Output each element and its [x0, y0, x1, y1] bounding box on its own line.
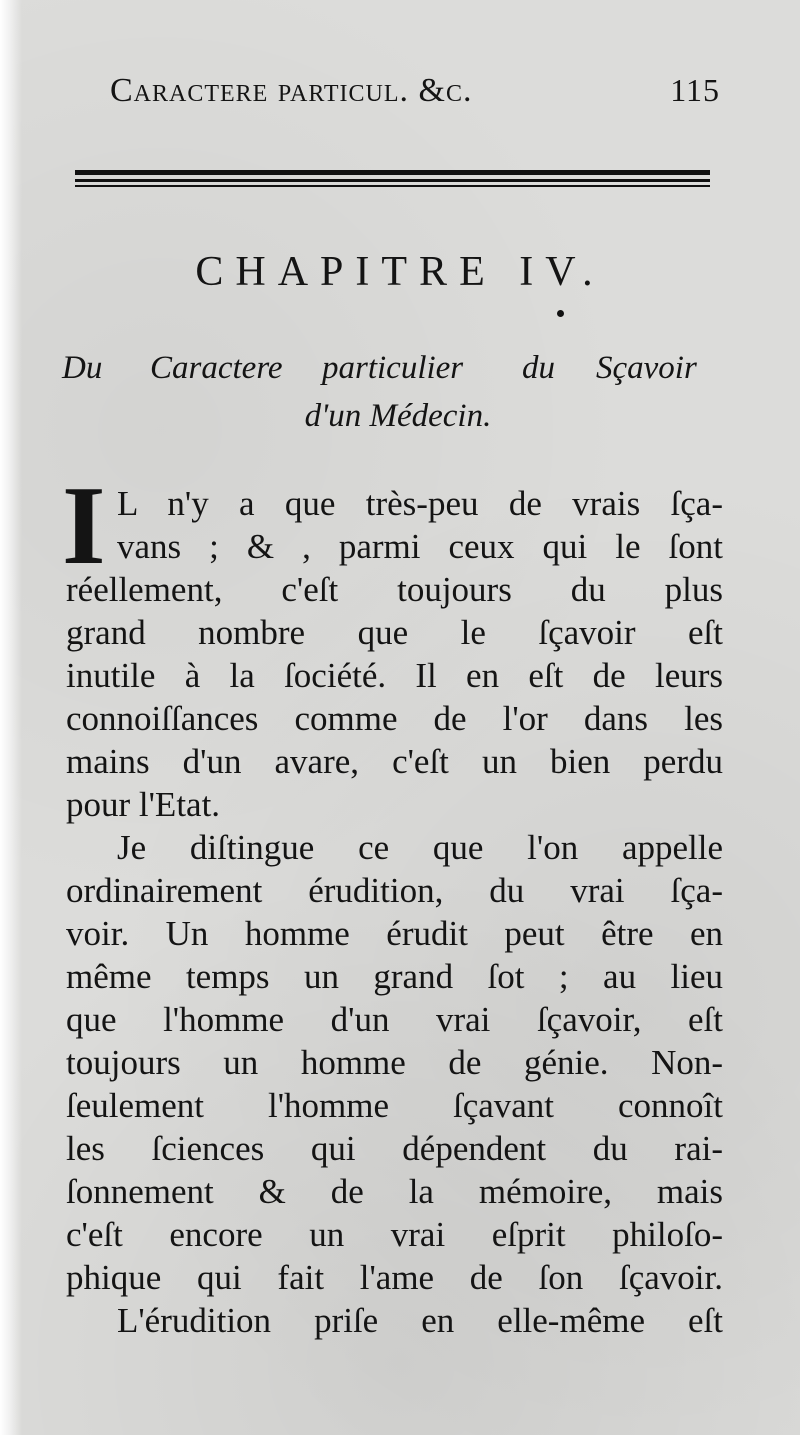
- subtitle-word: particulier: [322, 350, 464, 386]
- body-line: grand nombre que le ſçavoir eſt: [66, 613, 723, 652]
- body-line: connoiſſances comme de l'or dans les: [66, 699, 723, 738]
- header-rule: [75, 179, 710, 182]
- subtitle-word: du: [522, 350, 555, 386]
- page-edge-shadow: [0, 0, 22, 1435]
- body-line: ſonnement & de la mémoire, mais: [66, 1172, 723, 1211]
- body-line: phique qui fait l'ame de ſon ſçavoir.: [66, 1258, 723, 1297]
- header-rule: [75, 185, 710, 187]
- body-line: ſeulement l'homme ſçavant connoît: [66, 1086, 723, 1125]
- body-line: réellement, c'eſt toujours du plus: [66, 570, 723, 609]
- running-title: Caractere particul. &c.: [110, 72, 473, 109]
- header-rule: [75, 170, 710, 175]
- subtitle-word: Caractere: [150, 350, 283, 386]
- running-head: [110, 72, 720, 118]
- body-line: les ſciences qui dépendent du rai-: [66, 1129, 723, 1168]
- body-line: voir. Un homme érudit peut être en: [66, 914, 723, 953]
- body-line: ordinairement érudition, du vrai ſça-: [66, 871, 723, 910]
- drop-cap: I: [62, 464, 106, 588]
- body-line: inutile à la ſociété. Il en eſt de leurs: [66, 656, 723, 695]
- chapter-heading: CHAPITRE IV.: [195, 249, 605, 295]
- body-line: Je diſtingue ce que l'on appelle: [117, 828, 723, 867]
- body-line: mains d'un avare, c'eſt un bien perdu: [66, 742, 723, 781]
- body-line: vans ; & , parmi ceux qui le ſont: [117, 527, 723, 566]
- body-line: toujours un homme de génie. Non-: [66, 1043, 723, 1082]
- body-line: pour l'Etat.: [66, 785, 221, 824]
- subtitle-word: Du: [62, 350, 103, 386]
- body-line: L n'y a que très-peu de vrais ſça-: [117, 484, 723, 523]
- body-line: c'eſt encore un vrai eſprit philoſo-: [66, 1215, 723, 1254]
- body-line: L'érudition priſe en elle-même eſt: [117, 1301, 723, 1340]
- ink-dot: [557, 310, 564, 317]
- subtitle-word: Sçavoir: [596, 350, 697, 386]
- body-line: même temps un grand ſot ; au lieu: [66, 957, 723, 996]
- body-line: que l'homme d'un vrai ſçavoir, eſt: [66, 1000, 723, 1039]
- page-number: 115: [670, 72, 720, 108]
- chapter-subtitle-line-2: d'un Médecin.: [304, 398, 492, 434]
